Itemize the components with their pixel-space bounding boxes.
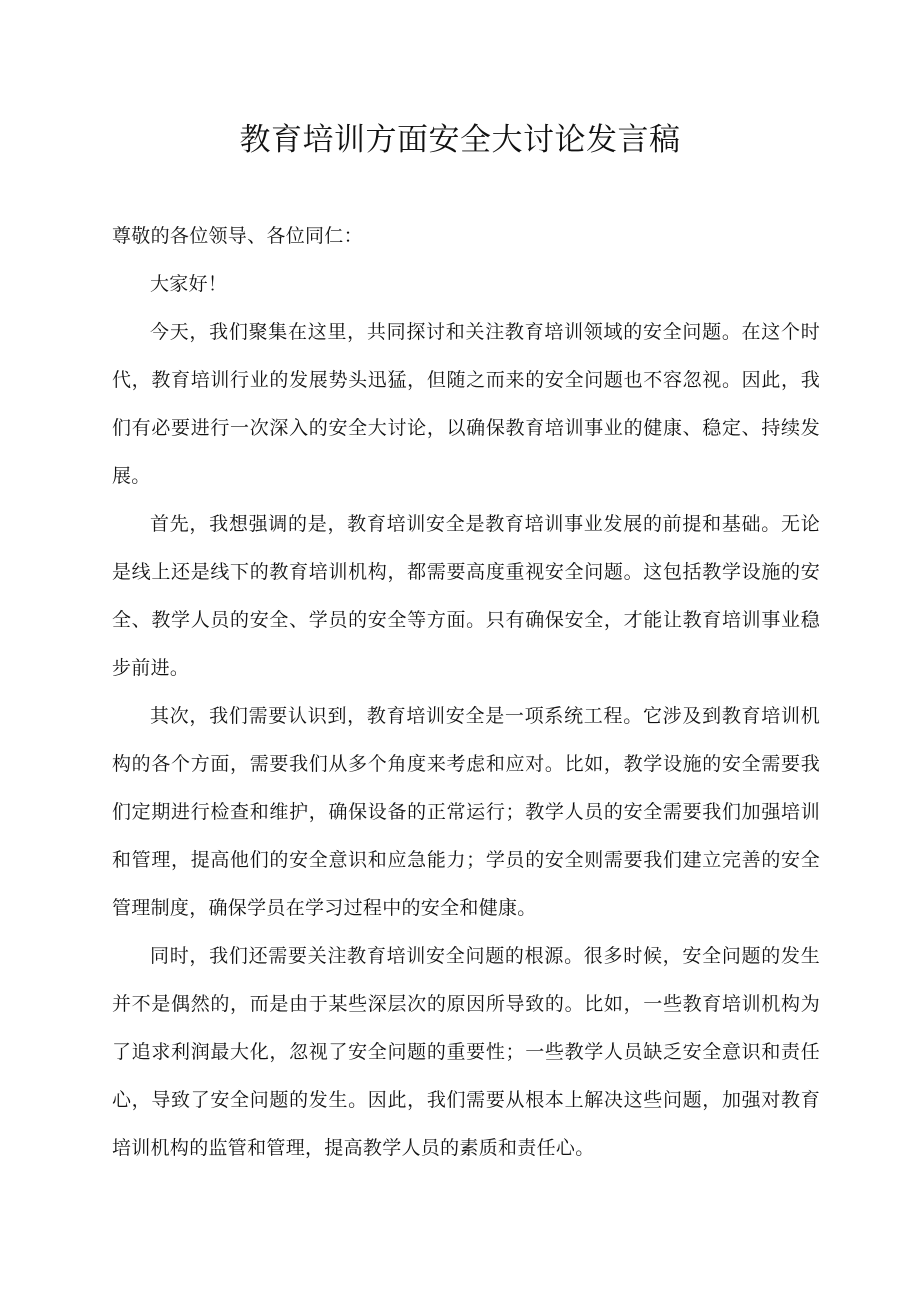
salutation: 尊敬的各位领导、各位同仁： [112,225,363,247]
paragraph-greeting: 大家好！ [150,273,228,295]
paragraph-intro: 今天，我们聚集在这里，共同探讨和关注教育培训领域的安全问题。在这个时代，教育培训行业的发展势头迅猛，但随之而来的安全问题也不容忽视。因此，我们有必要进行一次深入的安全大讨论，以确保教育培训事业的健康、稳定、持续发展。 [112,321,820,487]
paragraph-first-point: 首先，我想强调的是，教育培训安全是教育培训事业发展的前提和基础。无论是线上还是线下的教育培训机构，都需要高度重视安全问题。这包括教学设施的安全、教学人员的安全、学员的安全等方面。只有确保安全，才能让教育培训事业稳步前进。 [112,513,820,679]
document-title: 教育培训方面安全大讨论发言稿 [239,122,681,158]
paragraph-second-point: 其次，我们需要认识到，教育培训安全是一项系统工程。它涉及到教育培训机构的各个方面，需要我们从多个角度来考虑和应对。比如，教学设施的安全需要我们定期进行检查和维护，确保设备的正常运行；教学人员的安全需要我们加强培训和管理，提高他们的安全意识和应急能力；学员的安全则需要我们建立完善的安全管理制度，确保学员在学习过程中的安全和健康。 [112,705,820,919]
paragraph-root-causes: 同时，我们还需要关注教育培训安全问题的根源。很多时候，安全问题的发生并不是偶然的，而是由于某些深层次的原因所导致的。比如，一些教育培训机构为了追求利润最大化，忽视了安全问题的重要性；一些教学人员缺乏安全意识和责任心，导致了安全问题的发生。因此，我们需要从根本上解决这些问题，加强对教育培训机构的监管和管理，提高教学人员的素质和责任心。 [112,945,820,1159]
document-body [112,212,820,1172]
